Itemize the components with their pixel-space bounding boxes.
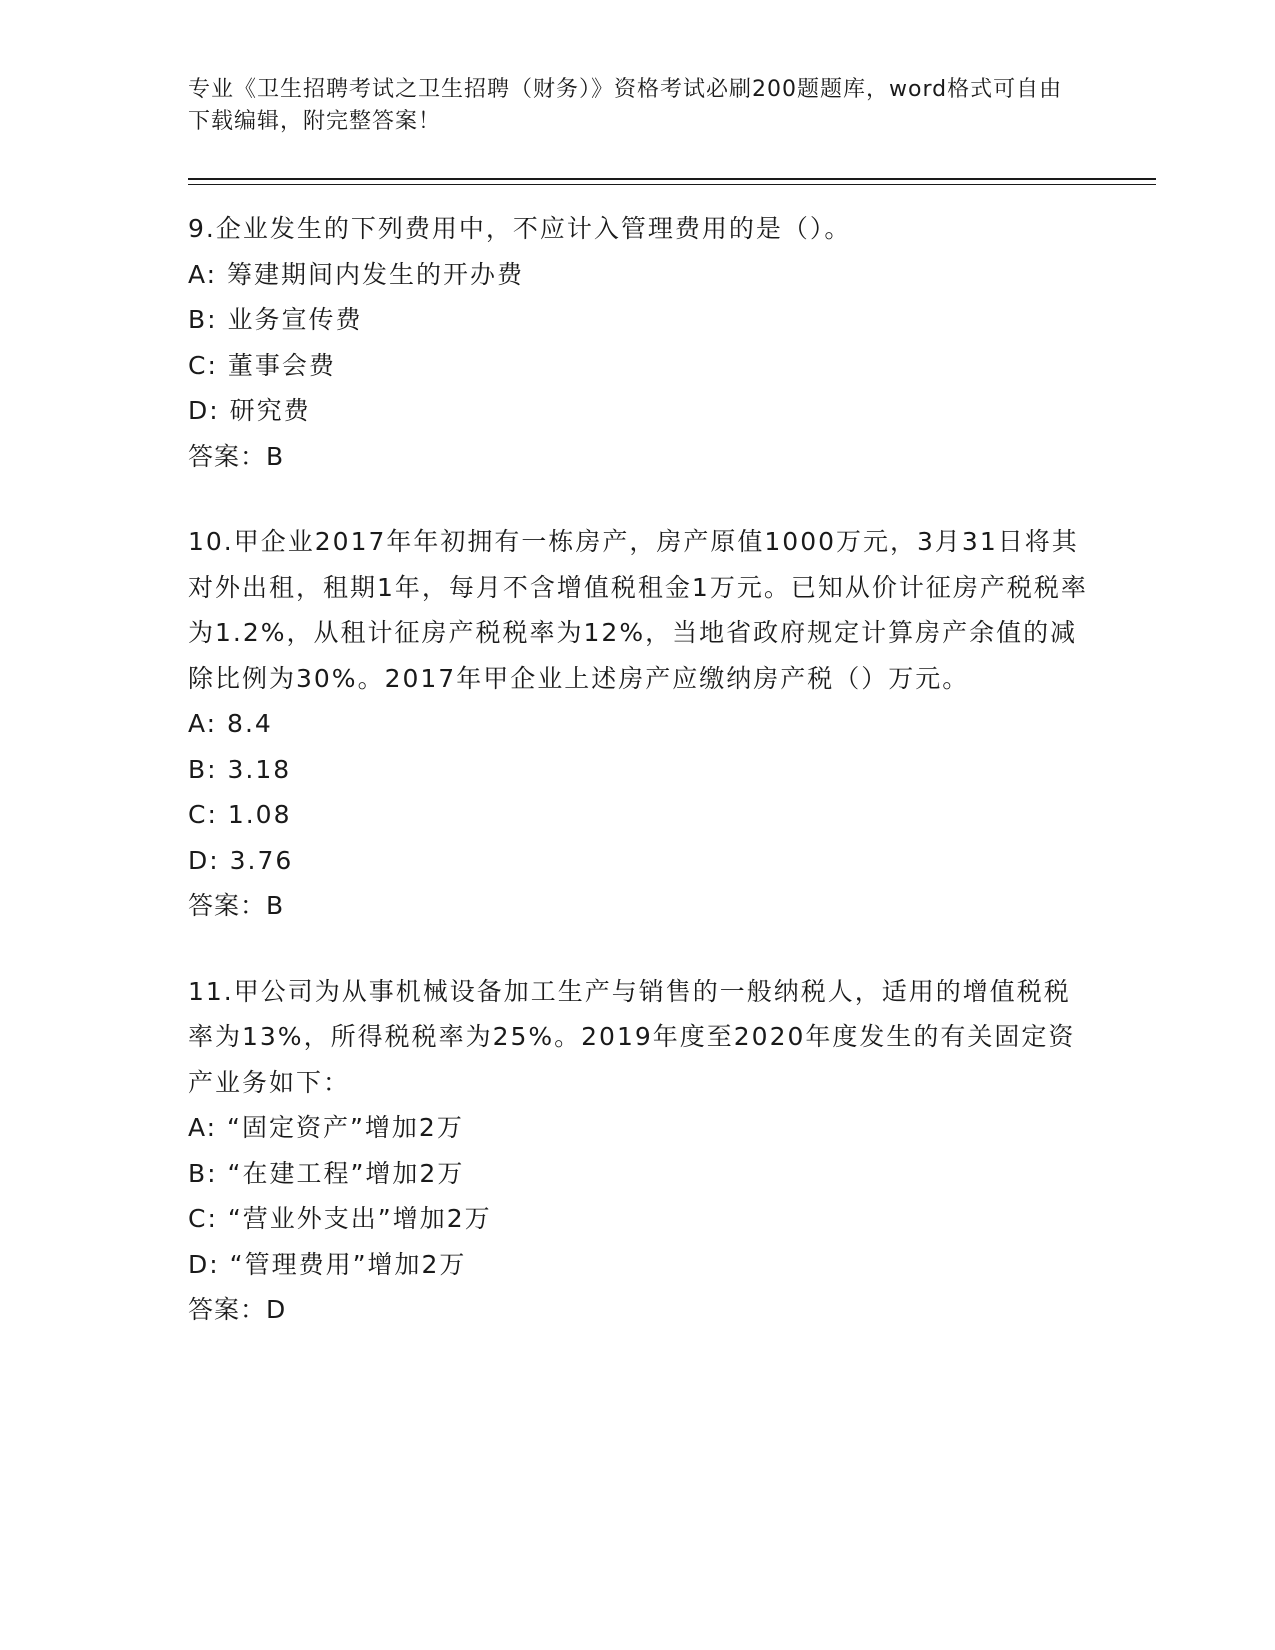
option-a: A: 8.4 [188, 709, 273, 738]
answer: 答案：D [188, 1295, 287, 1324]
option-b: B: “在建工程”增加2万 [188, 1158, 465, 1188]
header-divider [188, 178, 1156, 185]
question-9 [188, 206, 1088, 479]
option-d: D: 3.76 [188, 845, 294, 875]
option-d: D: 研究费 [188, 396, 311, 425]
question-text: 10.甲企业2017年年初拥有一栋房产，房产原值1000万元，3月31日将其对外出租，租期1年，每月不含增值税租金1万元。已知从价计征房产税税率为1.2%，从租计征房产税税率为12%，当地省政府规定计算房产余值的减除比例为30%。2017年甲企业上述房产应缴纳房产税（）万元。 [188, 527, 1088, 693]
question-11 [188, 969, 1088, 1333]
option-c: C: 董事会费 [188, 350, 336, 380]
question-list [188, 206, 1088, 1373]
option-b: B: 业务宣传费 [188, 305, 363, 334]
question-text: 11.甲公司为从事机械设备加工生产与销售的一般纳税人，适用的增值税税率为13%，所得税税率为25%。2019年度至2020年度发生的有关固定资产业务如下： [188, 976, 1076, 1097]
option-a: A: “固定资产”增加2万 [188, 1113, 464, 1142]
answer: 答案：B [188, 441, 285, 471]
question-text: 9.企业发生的下列费用中，不应计入管理费用的是（）。 [188, 214, 852, 243]
document-header: 专业《卫生招聘考试之卫生招聘（财务）》资格考试必刷200题题库，word格式可自由下载编辑，附完整答案！ [188, 77, 1063, 134]
option-c: C: “营业外支出”增加2万 [188, 1204, 492, 1233]
answer: 答案：B [188, 891, 285, 920]
option-c: C: 1.08 [188, 800, 292, 829]
question-10 [188, 519, 1088, 929]
option-b: B: 3.18 [188, 754, 292, 784]
option-d: D: “管理费用”增加2万 [188, 1249, 467, 1279]
option-a: A: 筹建期间内发生的开办费 [188, 259, 525, 289]
